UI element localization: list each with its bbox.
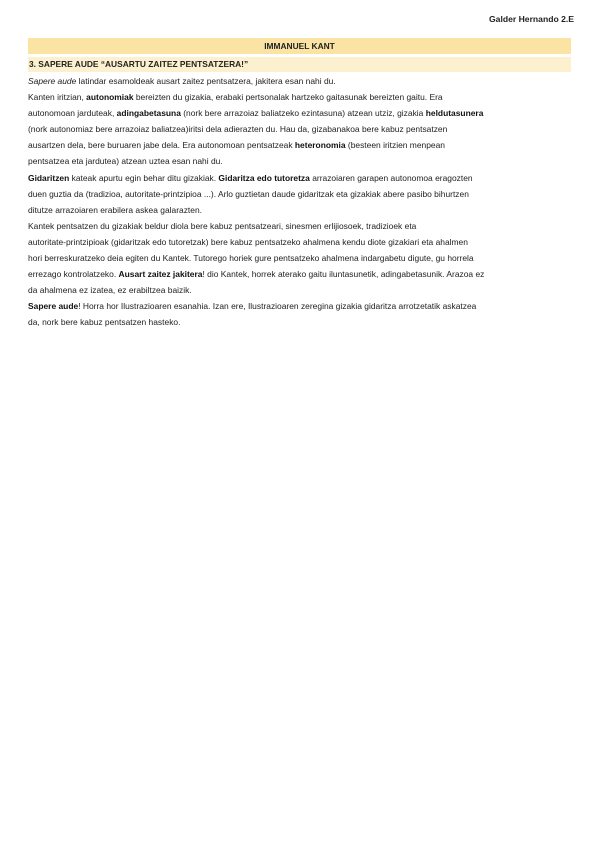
- bold-term: Gidaritza edo tutoretza: [218, 172, 310, 183]
- text-run: (nork autonomiaz bere arrazoiaz baliatzea)iritsi dela adierazten du. Hau da, gizabanakoa bere kabuz pentsatzen: [28, 124, 448, 135]
- text-line: [28, 285, 192, 295]
- text-line: [28, 237, 468, 247]
- bold-term: Gidaritzen: [28, 172, 70, 183]
- bold-term: Sapere aude: [28, 301, 79, 312]
- document-title-bar: [28, 38, 571, 54]
- text-line: [28, 76, 336, 86]
- text-line: [28, 301, 476, 311]
- text-run: ! Horra hor Ilustrazioaren esanahia. Izan ere, Ilustrazioaren zeregina gizakia gidaritza arrotzetatik askatzea: [78, 301, 477, 312]
- text-run: Kanten iritzian,: [28, 92, 87, 103]
- bold-term: adingabetasuna: [116, 108, 181, 119]
- text-run: bereizten du gizakia, erabaki pertsonalak hartzeko gaitasunak bereizten gaitu. Era: [133, 92, 443, 103]
- body-paragraph: [28, 89, 573, 169]
- text-run: Kantek pentsatzen du gizakiak beldur diola bere kabuz pentsatzeari, sinesmen erlijiosoek, tradizioek eta: [28, 220, 417, 231]
- text-run: pentsatzea eta jardutea) atzean uztea esan nahi du.: [28, 156, 223, 167]
- text-line: [28, 189, 469, 199]
- bold-term: autonomiak: [86, 92, 134, 103]
- body-paragraph: [28, 170, 573, 218]
- text-run: duen guztia da (tradizioa, autoritate-printzipioa ...). Arlo guztietan daude gidaritzak eta gizakiak abere pasibo bihurtzen: [28, 188, 469, 199]
- document-title: IMMANUEL KANT: [264, 41, 335, 51]
- text-run: hori berreskuratzeko deia egiten du Kantek. Tutorego horiek gure pentsatzeko ahalmena indargabetu digute, gu horrela: [28, 253, 474, 264]
- text-line: [28, 140, 445, 150]
- text-line: [28, 92, 443, 102]
- text-run: da, nork bere kabuz pentsatzen hasteko.: [28, 317, 181, 328]
- text-line: [28, 108, 483, 118]
- section-heading-bar: [28, 57, 571, 72]
- text-run: latindar esamoldeak ausart zaitez pentsatzera, jakitera esan nahi du.: [76, 76, 336, 86]
- body-paragraph: [28, 73, 573, 89]
- bold-term: heldutasunera: [425, 108, 484, 119]
- section-heading: 3. SAPERE AUDE “AUSARTU ZAITEZ PENTSATZERA!”: [29, 59, 249, 69]
- text-run: (nork bere arrazoiaz baliatzeko ezintasuna) atzean utziz, gizakia: [180, 108, 426, 119]
- text-run: autonomoan jarduteak,: [28, 108, 117, 119]
- text-run: errezago kontrolatzeko.: [28, 269, 119, 280]
- italic-term: Sapere aude: [28, 76, 77, 86]
- text-run: ditutze arrazoiaren erabilera askea galarazten.: [28, 204, 203, 215]
- document-body: [28, 73, 573, 331]
- text-line: [28, 156, 223, 166]
- body-paragraph: [28, 298, 573, 330]
- text-line: [28, 317, 180, 327]
- text-line: [28, 205, 202, 215]
- text-run: ausartzen dela, bere buruaren jabe dela. Era autonomoan pentsatzeak: [28, 140, 295, 151]
- text-line: [28, 269, 484, 279]
- bold-term: heteronomia: [294, 140, 346, 151]
- text-run: (besteen iritzien menpean: [345, 140, 445, 151]
- bold-term: Ausart zaitez jakitera: [118, 269, 203, 280]
- text-line: [28, 253, 474, 263]
- text-line: [28, 221, 416, 231]
- text-run: ! dio Kantek, horrek aterako gaitu iluntasunetik, adingabetasunik. Arazoa ez: [202, 269, 485, 280]
- text-line: [28, 173, 473, 183]
- text-run: kateak apurtu egin behar ditu gizakiak.: [69, 172, 219, 183]
- text-run: autoritate-printzipioak (gidaritzak edo tutoretzak) bere kabuz pentsatzeko ahalmena kendu diote gizakiari eta ahalmen: [28, 236, 468, 247]
- body-paragraph: [28, 218, 573, 298]
- text-run: arrazoiaren garapen autonomoa eragozten: [309, 172, 473, 183]
- text-run: da ahalmena ez izatea, ez erabiltzea baizik.: [28, 285, 192, 296]
- author-name: Galder Hernando 2.E: [488, 14, 574, 24]
- text-line: [28, 124, 447, 134]
